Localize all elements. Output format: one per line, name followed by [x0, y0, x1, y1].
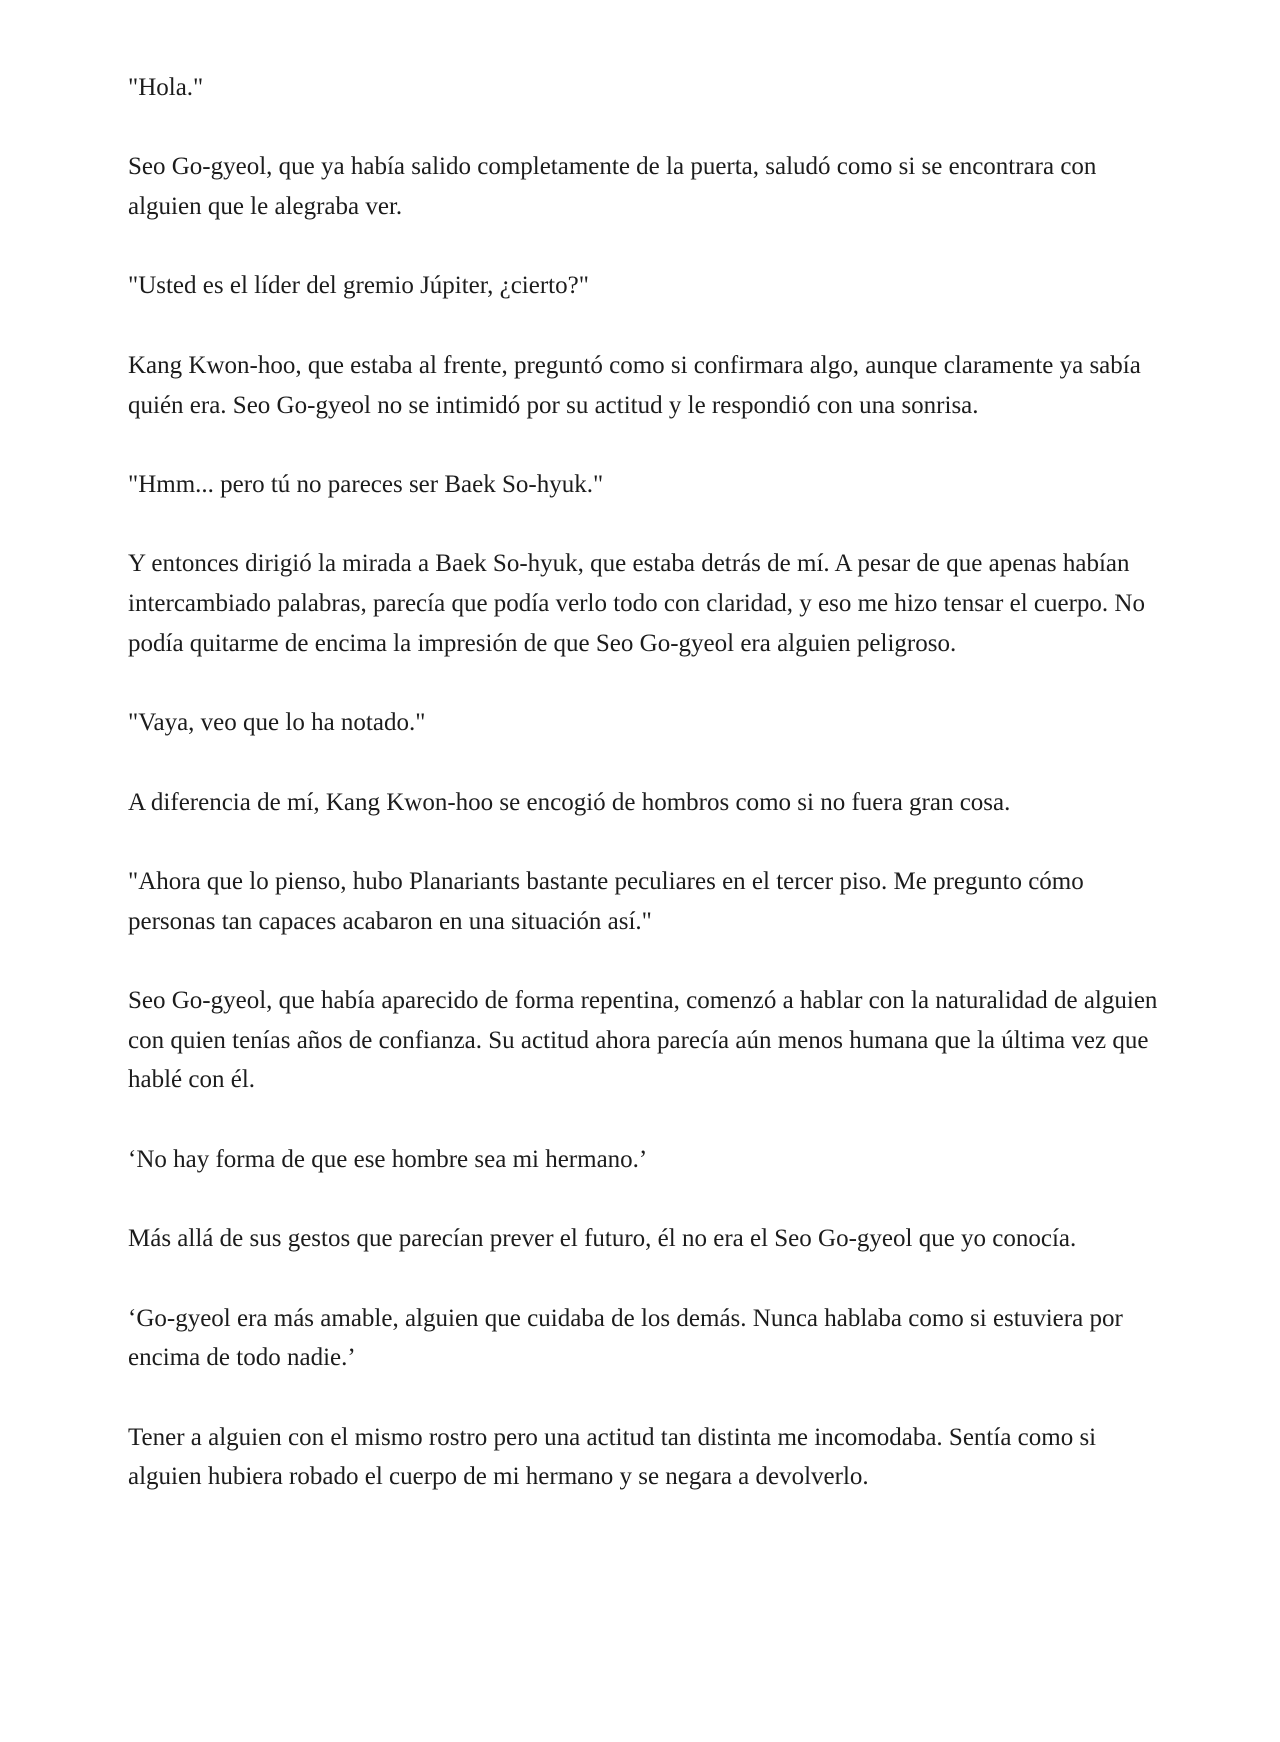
- paragraph: A diferencia de mí, Kang Kwon-hoo se encogió de hombros como si no fuera gran cosa.: [128, 788, 1011, 816]
- paragraph: "Hmm... pero tú no pareces ser Baek So-hyuk.": [128, 470, 604, 498]
- paragraph: ‘Go-gyeol era más amable, alguien que cuidaba de los demás. Nunca hablaba como si estuviera por encima de todo nadie.’: [128, 1304, 1123, 1372]
- paragraph: Tener a alguien con el mismo rostro pero una actitud tan distinta me incomodaba. Sentía como si alguien hubiera robado el cuerpo de mi hermano y se negara a devolverlo.: [128, 1423, 1097, 1491]
- paragraph: "Hola.": [128, 74, 204, 101]
- article-body: [128, 68, 1158, 1537]
- paragraph: Y entonces dirigió la mirada a Baek So-hyuk, que estaba detrás de mí. A pesar de que apenas habían intercambiado palabras, parecía que podía verlo todo con claridad, y eso me hizo tensar el cuerpo. No podía quitarme de encima la impresión de que Seo Go-gyeol era alguien peligroso.: [128, 550, 1145, 657]
- paragraph: "Usted es el líder del gremio Júpiter, ¿cierto?": [128, 272, 589, 300]
- paragraph: "Vaya, veo que lo ha notado.": [128, 709, 426, 737]
- paragraph: ‘No hay forma de que ese hombre sea mi hermano.’: [128, 1145, 648, 1173]
- paragraph: Seo Go-gyeol, que ya había salido completamente de la puerta, saludó como si se encontrara con alguien que le alegraba ver.: [128, 153, 1097, 221]
- paragraph: Kang Kwon-hoo, que estaba al frente, preguntó como si confirmara algo, aunque claramente ya sabía quién era. Seo Go-gyeol no se intimidó por su actitud y le respondió con una sonrisa.: [128, 351, 1141, 419]
- paragraph: Más allá de sus gestos que parecían prever el futuro, él no era el Seo Go-gyeol que yo conocía.: [128, 1225, 1077, 1253]
- paragraph: Seo Go-gyeol, que había aparecido de forma repentina, comenzó a hablar con la naturalidad de alguien con quien tenías años de confianza. Su actitud ahora parecía aún menos humana que la última vez que hablé con él.: [128, 987, 1158, 1094]
- paragraph: "Ahora que lo pienso, hubo Planariants bastante peculiares en el tercer piso. Me pregunto cómo personas tan capaces acabaron en una situación así.": [128, 867, 1084, 935]
